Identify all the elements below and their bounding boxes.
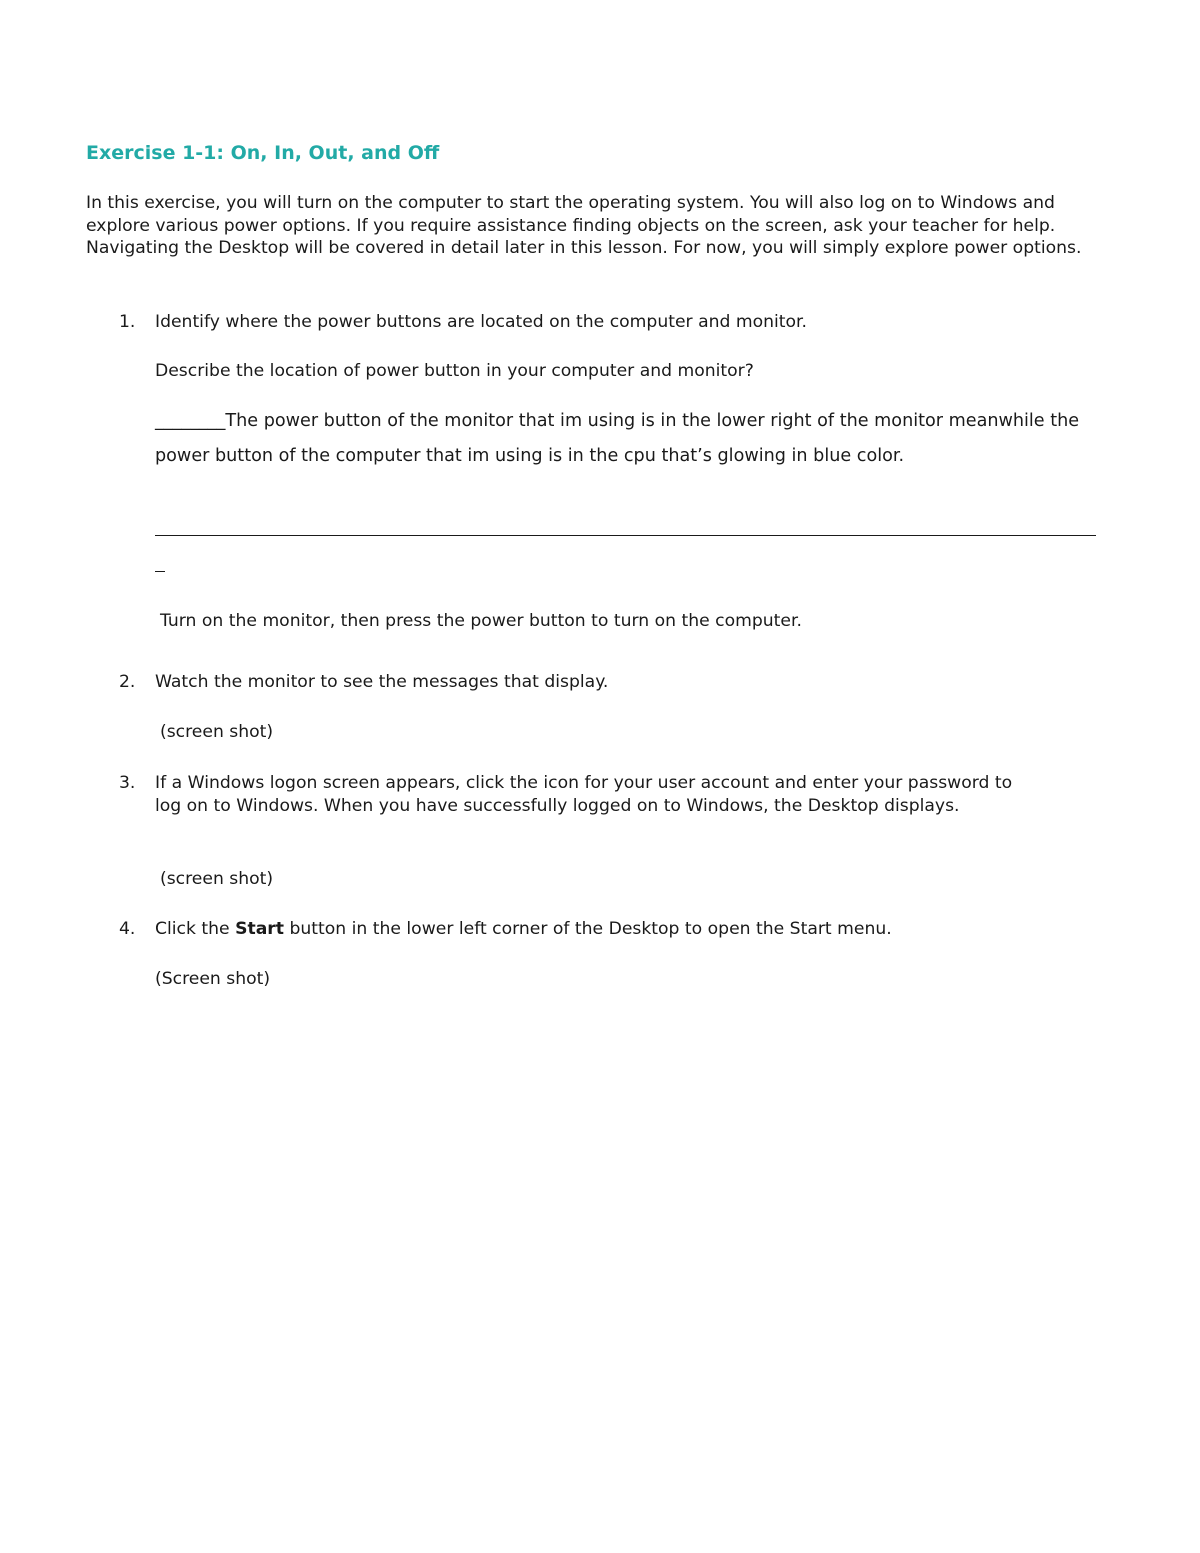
step-4-number: 4.: [119, 919, 136, 939]
step-3-text: If a Windows logon screen appears, click the icon for your user account and enter your password to log on to Windows. When you have successfully logged on to Windows, the Desktop displays.: [155, 773, 1013, 816]
step-3-number: 3.: [119, 773, 136, 793]
step-1-followup: Turn on the monitor, then press the power button to turn on the computer.: [160, 611, 802, 631]
step-3-note: (screen shot): [160, 869, 274, 889]
answer-text: The power button of the monitor that im using is in the lower right of the monitor meanwhile the power button of the computer that im using is in the cpu that’s glowing in blue color.: [155, 411, 1080, 466]
step-4-text-after: button in the lower left corner of the Desktop to open the Start menu.: [283, 919, 892, 939]
intro-paragraph: In this exercise, you will turn on the computer to start the operating system. You will also log on to Windows and explore various power options. If you require assistance finding objects on the screen, ask your teacher for help. Navigating the Desktop will be covered in detail later in this lesson. For now, you will simply explore power options.: [86, 193, 1082, 259]
step-1-number: 1.: [119, 312, 136, 332]
answer-blank: ________: [155, 411, 226, 431]
step-2-note: (screen shot): [160, 722, 274, 742]
answer-underline-end: [155, 571, 165, 572]
step-4-text-before: Click the: [155, 919, 236, 939]
step-2-text: Watch the monitor to see the messages that display.: [155, 672, 609, 692]
step-4-text: [155, 918, 892, 941]
step-2-number: 2.: [119, 672, 136, 692]
step-1-question: Describe the location of power button in your computer and monitor?: [155, 361, 754, 381]
step-1-answer: [155, 404, 1105, 473]
step-4-note: (Screen shot): [155, 969, 271, 989]
step-1-text: Identify where the power buttons are located on the computer and monitor.: [155, 312, 808, 332]
exercise-title: Exercise 1-1: On, In, Out, and Off: [86, 142, 440, 164]
answer-underline: [155, 535, 1096, 536]
start-keyword: Start: [235, 919, 284, 939]
